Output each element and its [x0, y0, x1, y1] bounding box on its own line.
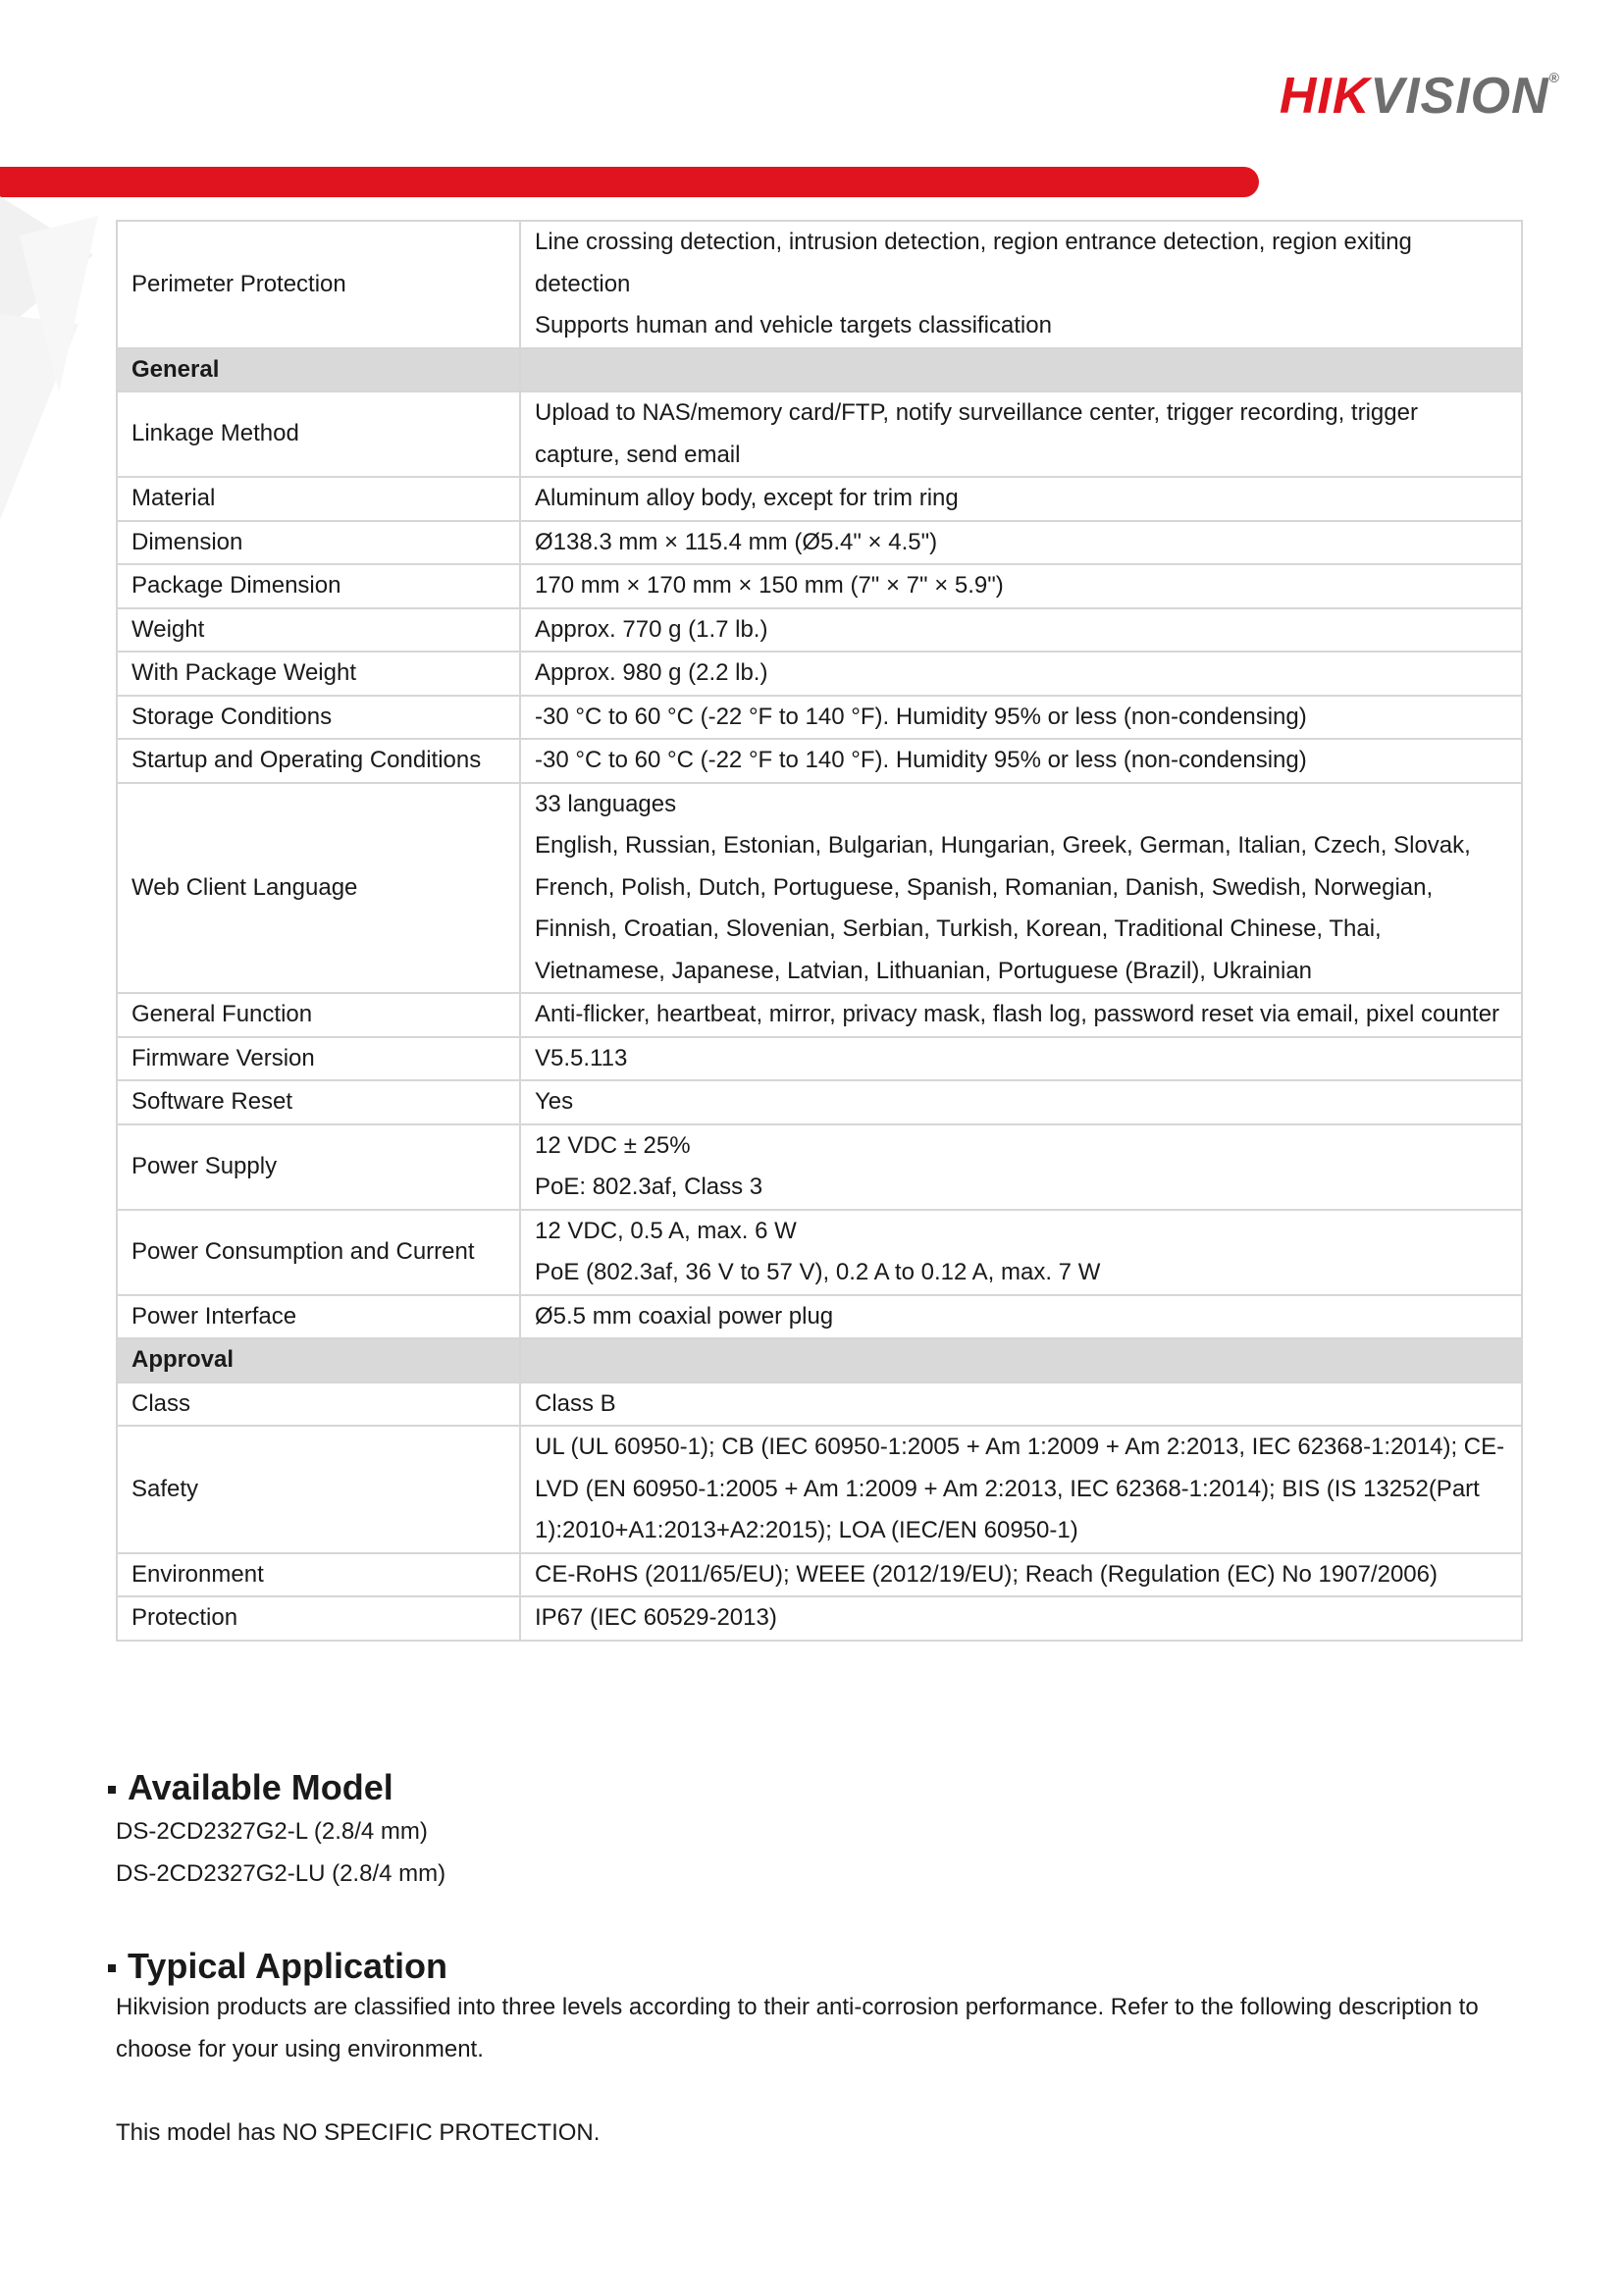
bullet-icon [108, 1964, 116, 1972]
decorative-triangles [0, 196, 108, 530]
spec-value-line: 12 VDC, 0.5 A, max. 6 W [535, 1217, 797, 1244]
table-row [117, 1210, 1522, 1295]
available-model-title: Available Model [128, 1767, 393, 1807]
spec-key: Storage Conditions [117, 696, 520, 740]
spec-value-line: 33 languages [535, 790, 677, 817]
hikvision-logo [1279, 68, 1560, 125]
header-red-bar [0, 167, 1259, 197]
model-item: DS-2CD2327G2-L (2.8/4 mm) [116, 1818, 428, 1845]
protection-note: This model has NO SPECIFIC PROTECTION. [116, 2119, 601, 2146]
table-row [117, 783, 1522, 994]
spec-key: Power Supply [117, 1124, 520, 1210]
spec-key: Package Dimension [117, 564, 520, 608]
table-row [117, 1553, 1522, 1597]
spec-key: Web Client Language [117, 783, 520, 994]
table-row [117, 696, 1522, 740]
model-list [116, 1811, 1509, 1895]
spec-value-line: Approx. 770 g (1.7 lb.) [535, 615, 768, 643]
table-row [117, 1124, 1522, 1210]
table-row [117, 1080, 1522, 1124]
spec-value [520, 477, 1522, 521]
table-row [117, 477, 1522, 521]
spec-value [520, 221, 1522, 348]
spec-value-line: UL (UL 60950-1); CB (IEC 60950-1:2005 + Am 1:2009 + Am 2:2013, IEC 62368-1:2014); CE-LVD (EN 60950-1:2005 + Am 1:2009 + Am 2:2013, IEC 62368-1:2014); BIS (IS 13252(Part 1):2010+A1:2013+A2:2015); LOA (IEC/EN 60950-1) [535, 1434, 1505, 1543]
spec-value [520, 1426, 1522, 1553]
spec-value [520, 1553, 1522, 1597]
logo-part-1: HIK [1279, 68, 1371, 125]
section-title: General [117, 348, 520, 392]
spec-value-line: Yes [535, 1088, 574, 1115]
spec-value-line: -30 °C to 60 °C (-22 °F to 140 °F). Humidity 95% or less (non-condensing) [535, 747, 1307, 773]
spec-table-body [117, 221, 1522, 1641]
spec-key: Dimension [117, 521, 520, 565]
spec-value [520, 564, 1522, 608]
spec-value-line: English, Russian, Estonian, Bulgarian, Hungarian, Greek, German, Italian, Czech, Slovak, French, Polish, Dutch, Portuguese, Spanish, Romanian, Danish, Swedish, Norwegian, Finnish, Croatian, Slovenian, Serbian, Turkish, Korean, Traditional Chinese, Thai, Vietnamese, Japanese, Latvian, Lithuanian, Portuguese (Brazil), Ukrainian [535, 832, 1471, 984]
spec-value-line: -30 °C to 60 °C (-22 °F to 140 °F). Humidity 95% or less (non-condensing) [535, 703, 1307, 730]
table-section-header [117, 348, 1522, 392]
spec-value [520, 783, 1522, 994]
spec-value-line: 12 VDC ± 25% [535, 1131, 691, 1159]
table-row [117, 652, 1522, 696]
section-blank-cell [520, 1338, 1522, 1383]
spec-value-line: Ø5.5 mm coaxial power plug [535, 1302, 834, 1330]
spec-value-line: PoE: 802.3af, Class 3 [535, 1174, 763, 1200]
spec-value [520, 739, 1522, 783]
table-row [117, 993, 1522, 1037]
spec-key: Material [117, 477, 520, 521]
table-row [117, 564, 1522, 608]
spec-value-line: V5.5.113 [535, 1044, 628, 1071]
spec-key: Protection [117, 1596, 520, 1641]
available-model-heading [108, 1766, 393, 1809]
spec-value-line: IP67 (IEC 60529-2013) [535, 1604, 777, 1631]
model-item: DS-2CD2327G2-LU (2.8/4 mm) [116, 1859, 446, 1887]
spec-value [520, 1124, 1522, 1210]
spec-value-line: Upload to NAS/memory card/FTP, notify surveillance center, trigger recording, trigger capture, send email [535, 399, 1418, 468]
spec-value [520, 1295, 1522, 1339]
spec-key: Weight [117, 608, 520, 652]
logo-registered-mark: ® [1548, 70, 1560, 85]
spec-value [520, 696, 1522, 740]
spec-value-line: Approx. 980 g (2.2 lb.) [535, 659, 768, 686]
spec-key: Environment [117, 1553, 520, 1597]
spec-value-line: Anti-flicker, heartbeat, mirror, privacy mask, flash log, password reset via email, pixel counter [535, 1001, 1500, 1027]
spec-value [520, 652, 1522, 696]
spec-value [520, 608, 1522, 652]
spec-key: Perimeter Protection [117, 221, 520, 348]
spec-value [520, 1383, 1522, 1427]
spec-key: General Function [117, 993, 520, 1037]
spec-value-line: Supports human and vehicle targets classification [535, 312, 1052, 339]
table-row [117, 1295, 1522, 1339]
spec-key: Class [117, 1383, 520, 1427]
spec-value-line: Class B [535, 1389, 616, 1417]
logo-part-2: VISION [1370, 68, 1549, 125]
spec-value-line: Aluminum alloy body, except for trim ring [535, 485, 959, 511]
spec-key: Linkage Method [117, 391, 520, 477]
spec-key: Safety [117, 1426, 520, 1553]
spec-key: Power Interface [117, 1295, 520, 1339]
spec-value [520, 1080, 1522, 1124]
spec-value [520, 1596, 1522, 1641]
spec-value [520, 391, 1522, 477]
spec-key: Software Reset [117, 1080, 520, 1124]
table-row [117, 1426, 1522, 1553]
table-row [117, 739, 1522, 783]
spec-value-line: Line crossing detection, intrusion detection, region entrance detection, region exiting detection [535, 229, 1412, 297]
spec-value-line: CE-RoHS (2011/65/EU); WEEE (2012/19/EU); Reach (Regulation (EC) No 1907/2006) [535, 1560, 1438, 1588]
spec-value-line: 170 mm × 170 mm × 150 mm (7" × 7" × 5.9") [535, 572, 1004, 599]
table-row [117, 391, 1522, 477]
table-section-header [117, 1338, 1522, 1383]
section-title: Approval [117, 1338, 520, 1383]
spec-key: Firmware Version [117, 1037, 520, 1081]
spec-value [520, 1210, 1522, 1295]
table-row [117, 608, 1522, 652]
typical-application-title: Typical Application [128, 1946, 448, 1986]
spec-value [520, 993, 1522, 1037]
table-row [117, 521, 1522, 565]
table-row [117, 221, 1522, 348]
spec-table [116, 220, 1523, 1642]
spec-key: Power Consumption and Current [117, 1210, 520, 1295]
section-blank-cell [520, 348, 1522, 392]
typical-application-paragraph: Hikvision products are classified into three levels according to their anti-corrosion performance. Refer to the following description to choose for your using environment. [116, 1994, 1479, 2062]
spec-key: With Package Weight [117, 652, 520, 696]
spec-value [520, 1037, 1522, 1081]
typical-application-heading [108, 1945, 447, 1988]
spec-value-line: Ø138.3 mm × 115.4 mm (Ø5.4" × 4.5") [535, 528, 938, 555]
table-row [117, 1383, 1522, 1427]
table-row [117, 1596, 1522, 1641]
bullet-icon [108, 1786, 116, 1794]
spec-key: Startup and Operating Conditions [117, 739, 520, 783]
spec-value-line: PoE (802.3af, 36 V to 57 V), 0.2 A to 0.12 A, max. 7 W [535, 1259, 1101, 1285]
table-row [117, 1037, 1522, 1081]
spec-value [520, 521, 1522, 565]
